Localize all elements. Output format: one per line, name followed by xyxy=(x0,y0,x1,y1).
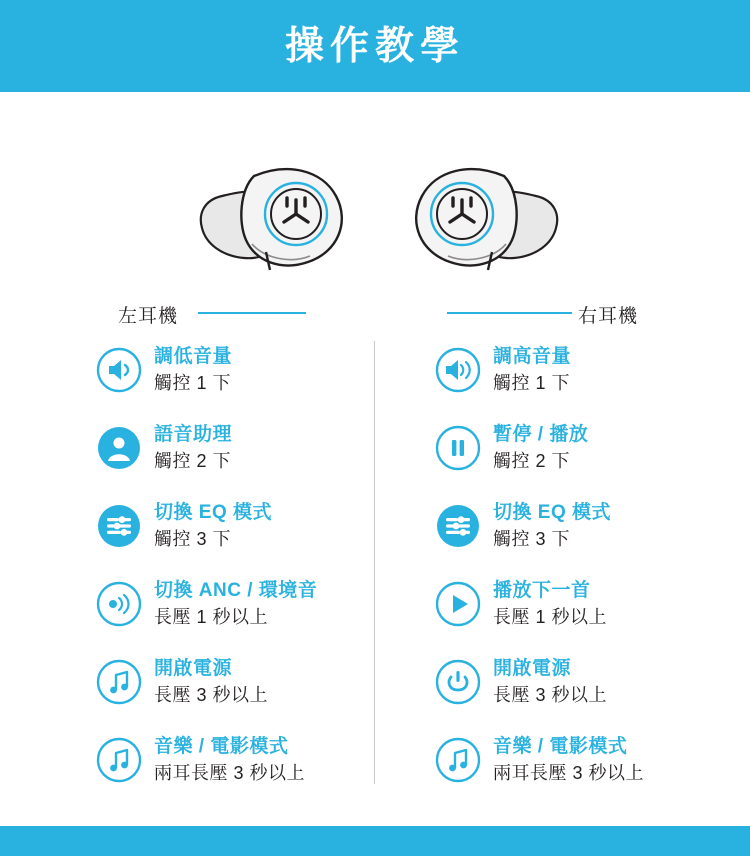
anc-icon xyxy=(96,581,142,627)
control-row xyxy=(96,409,375,487)
eq-icon xyxy=(96,503,142,549)
control-gesture: 觸控 3 下 xyxy=(154,528,232,549)
control-action: 調高音量 xyxy=(493,345,572,367)
left-leader-line xyxy=(198,312,306,314)
control-row xyxy=(96,721,375,799)
control-gesture: 長壓 3 秒以上 xyxy=(154,684,269,705)
control-gesture: 觸控 3 下 xyxy=(493,528,571,549)
left-earbud-label: 左耳機 xyxy=(118,306,179,327)
control-row xyxy=(96,331,375,409)
music-note-icon xyxy=(435,737,481,783)
control-texts xyxy=(154,657,268,707)
control-texts xyxy=(154,579,317,629)
right-earbud-controls xyxy=(375,331,750,799)
play-icon xyxy=(435,581,481,627)
eq-icon xyxy=(435,503,481,549)
right-leader-line xyxy=(447,312,572,314)
control-texts xyxy=(493,501,611,551)
control-texts xyxy=(154,501,272,551)
music-note-icon xyxy=(96,659,142,705)
page-header xyxy=(0,0,750,92)
control-texts xyxy=(154,735,305,785)
control-gesture: 兩耳長壓 3 秒以上 xyxy=(493,762,645,783)
control-action: 開啟電源 xyxy=(154,657,233,679)
page-title: 操作教學 xyxy=(284,24,465,68)
controls-section xyxy=(0,331,750,799)
control-texts xyxy=(154,423,232,473)
control-action: 切換 EQ 模式 xyxy=(493,501,612,523)
left-earbud-controls xyxy=(0,331,375,799)
control-texts xyxy=(493,423,588,473)
control-gesture: 長壓 1 秒以上 xyxy=(154,606,269,627)
control-texts xyxy=(154,345,232,395)
control-action: 切換 ANC / 環境音 xyxy=(154,579,318,601)
music-note-icon xyxy=(96,737,142,783)
control-action: 切換 EQ 模式 xyxy=(154,501,273,523)
pause-icon xyxy=(435,425,481,471)
control-action: 音樂 / 電影模式 xyxy=(493,735,628,757)
control-gesture: 觸控 1 下 xyxy=(154,372,232,393)
control-gesture: 觸控 2 下 xyxy=(493,450,571,471)
earbud-left-icon xyxy=(192,152,362,282)
control-gesture: 觸控 2 下 xyxy=(154,450,232,471)
control-row xyxy=(435,643,750,721)
control-texts xyxy=(493,735,644,785)
control-row xyxy=(96,487,375,565)
right-earbud-label: 右耳機 xyxy=(578,306,639,327)
control-row xyxy=(435,331,750,409)
control-action: 語音助理 xyxy=(154,423,233,445)
control-row xyxy=(435,565,750,643)
control-texts xyxy=(493,657,607,707)
control-action: 調低音量 xyxy=(154,345,233,367)
control-action: 播放下一首 xyxy=(493,579,591,601)
earbud-right-icon xyxy=(396,152,566,282)
voice-assistant-icon xyxy=(96,425,142,471)
control-row xyxy=(96,565,375,643)
control-texts xyxy=(493,345,571,395)
control-texts xyxy=(493,579,607,629)
control-row xyxy=(435,487,750,565)
volume-up-icon xyxy=(435,347,481,393)
control-gesture: 兩耳長壓 3 秒以上 xyxy=(154,762,306,783)
page-footer-bar xyxy=(0,826,750,856)
control-gesture: 觸控 1 下 xyxy=(493,372,571,393)
control-gesture: 長壓 1 秒以上 xyxy=(493,606,608,627)
control-action: 音樂 / 電影模式 xyxy=(154,735,289,757)
power-icon xyxy=(435,659,481,705)
control-row xyxy=(96,643,375,721)
control-action: 開啟電源 xyxy=(493,657,572,679)
control-action: 暫停 / 播放 xyxy=(493,423,589,445)
control-gesture: 長壓 3 秒以上 xyxy=(493,684,608,705)
earbuds-diagram xyxy=(0,98,750,327)
volume-down-icon xyxy=(96,347,142,393)
control-row xyxy=(435,409,750,487)
control-row xyxy=(435,721,750,799)
